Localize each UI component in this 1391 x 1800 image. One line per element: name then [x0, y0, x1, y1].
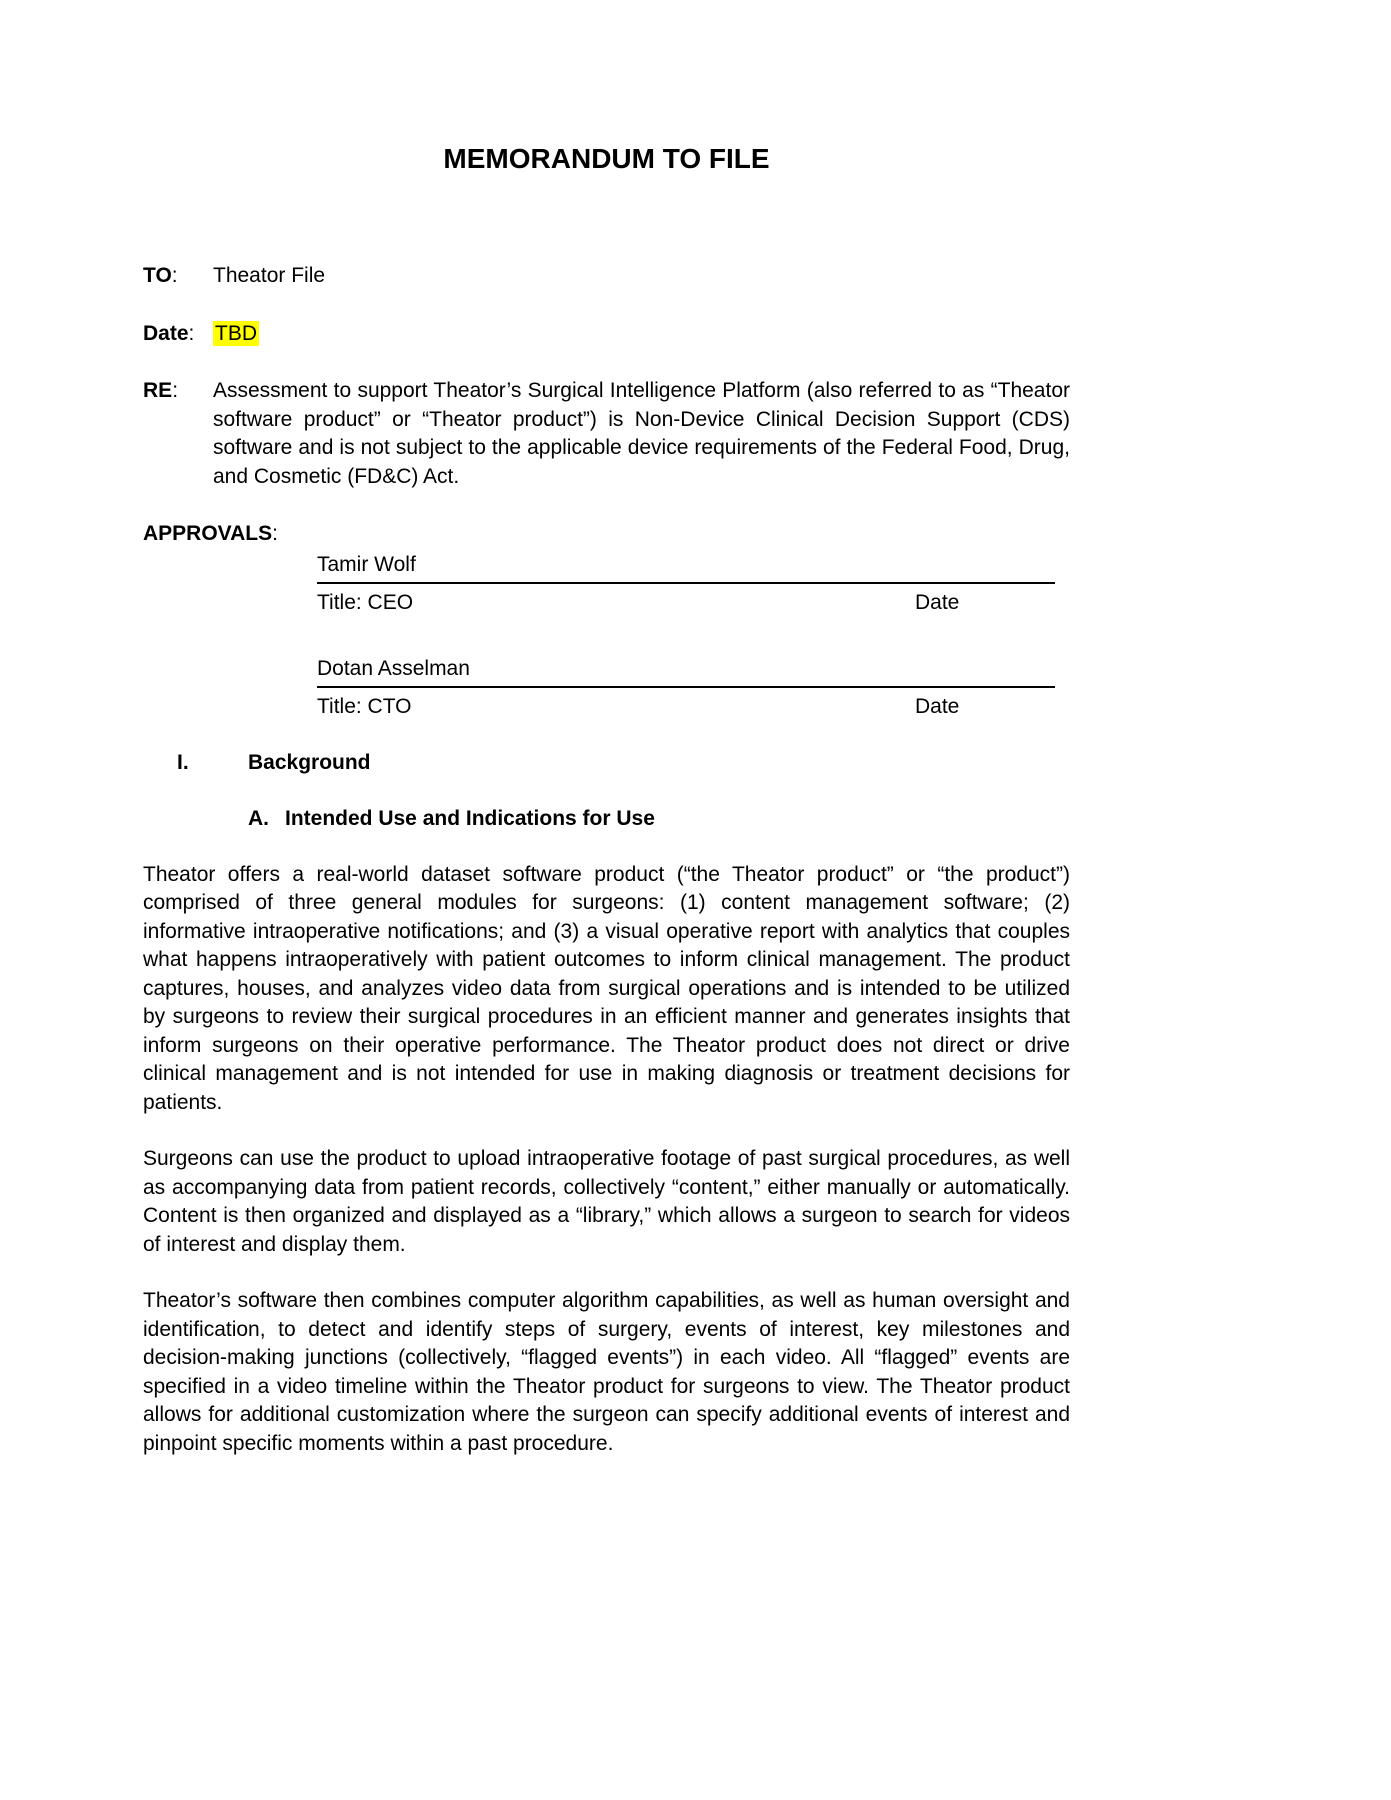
date-field — [143, 320, 1070, 349]
signature-name-ceo: Tamir Wolf — [317, 551, 1055, 584]
signature-title-ceo: Title: CEO — [317, 590, 414, 614]
signature-date-label-ceo: Date — [915, 590, 960, 614]
section-title: Background — [248, 750, 371, 774]
section-heading-background — [177, 749, 1070, 778]
date-label: Date: — [143, 321, 195, 345]
subsection-title: Intended Use and Indications for Use — [285, 807, 655, 830]
to-value: Theator File — [213, 264, 326, 287]
body-paragraph-2: Surgeons can use the product to upload intraoperative footage of past surgical procedures, as well as accompanying data from patient records, collectively “content,” either manually or automatically. Content is then organized and displayed as a “library,” which allows a surgeon to search for videos of interest and display them. — [143, 1147, 1070, 1256]
approvals-heading-colon: : — [272, 522, 278, 545]
section-number: I. — [177, 750, 189, 774]
date-value-highlighted: TBD — [215, 321, 257, 345]
body-paragraph-1: Theator offers a real-world dataset software product (“the Theator product” or “the product”) comprised of three general modules for surgeons: (1) content management software; (2) informative intraoperative notifications; and (3) a visual operative report with analytics that couples what happens intraoperatively with patient outcomes to inform clinical management. The product captures, houses, and analyzes video data from surgical operations and is intended to be utilized by surgeons to review their surgical procedures in an efficient manner and generates insights that inform surgeons on their operative performance. The Theator product does not direct or drive clinical management and is not intended for use in making diagnosis or treatment decisions for patients. — [143, 862, 1070, 1114]
subsection-letter: A. — [248, 807, 269, 830]
signature-meta-cto — [317, 693, 1055, 721]
signature-title-cto: Title: CTO — [317, 694, 412, 718]
subsection-heading-intended-use — [248, 805, 1070, 834]
approvals-heading-text: APPROVALS — [143, 522, 273, 545]
signature-date-label-cto: Date — [915, 694, 960, 718]
approvals-heading — [143, 520, 1070, 549]
body-paragraph-3: Theator’s software then combines computer algorithm capabilities, as well as human oversight and identification, to detect and identify steps of surgery, events of interest, key milestones and decision-making junctions (collectively, “flagged events”) in each video. All “flagged” events are specified in a video timeline within the Theator product for surgeons to view. The Theator product allows for additional customization where the surgeon can specify additional events of interest and pinpoint specific moments within a past procedure. — [143, 1289, 1070, 1455]
re-label: RE: — [143, 379, 179, 402]
to-label: TO: — [143, 264, 178, 287]
re-field — [143, 377, 1070, 491]
signature-meta-ceo — [317, 589, 1055, 617]
signature-block-ceo — [317, 551, 1055, 721]
to-field — [143, 262, 1070, 291]
date-value-wrap — [213, 320, 1070, 349]
re-value: Assessment to support Theator’s Surgical Intelligence Platform (also referred to as “Theator software product” or “Theator product”) is Non-Device Clinical Decision Support (CDS) software and is not subject to the applicable device requirements of the Federal Food, Drug, and Cosmetic (FD&C) Act. — [213, 379, 1070, 488]
signature-name-cto: Dotan Asselman — [317, 655, 1055, 688]
date-label-colon: : — [188, 321, 195, 345]
re-label-colon: : — [172, 379, 179, 402]
to-label-colon: : — [171, 264, 178, 287]
document-title: MEMORANDUM TO FILE — [443, 143, 770, 174]
